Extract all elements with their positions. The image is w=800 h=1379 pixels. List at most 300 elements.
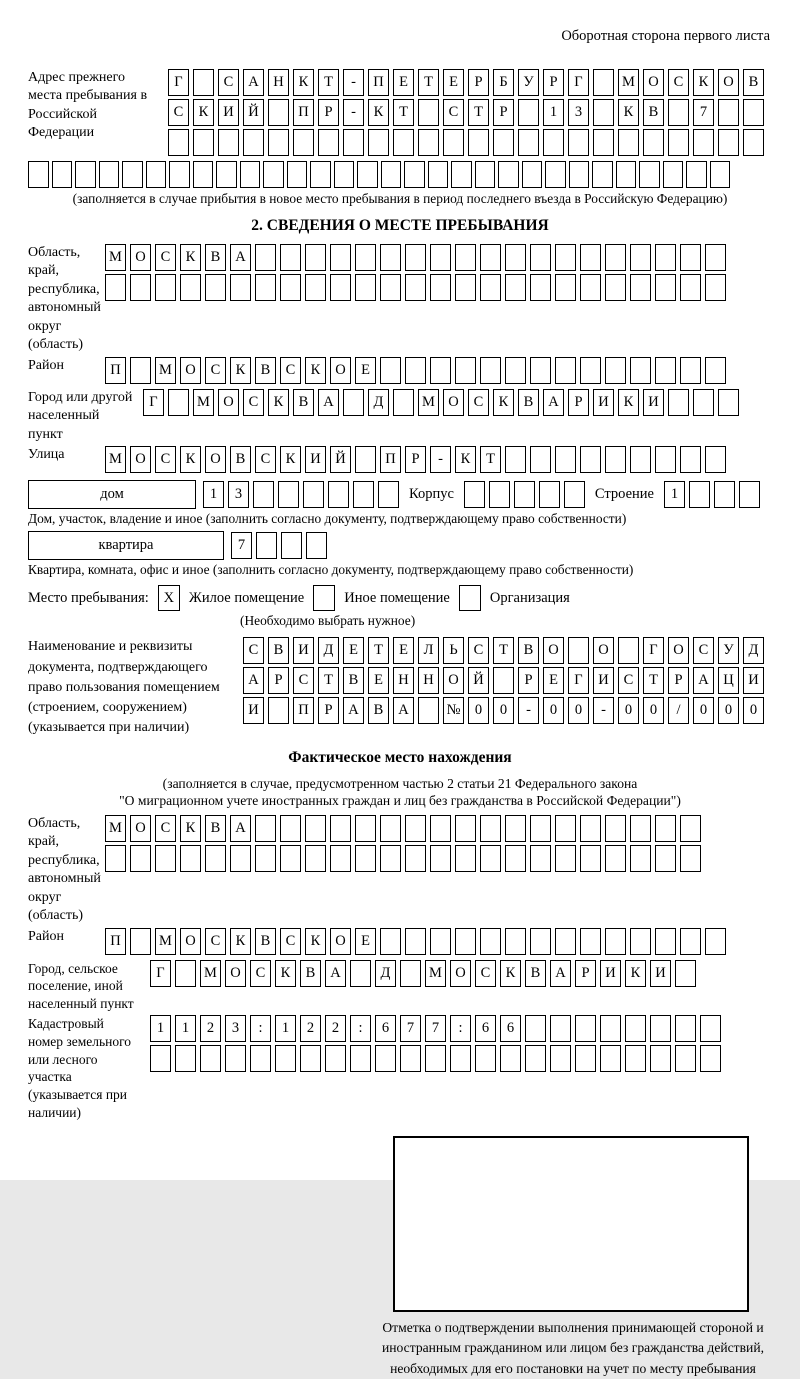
char-box[interactable] (600, 1045, 621, 1072)
char-box[interactable]: В (643, 99, 664, 126)
char-box[interactable] (580, 815, 601, 842)
char-box[interactable]: О (205, 446, 226, 473)
char-box[interactable] (330, 815, 351, 842)
char-box[interactable] (130, 845, 151, 872)
char-box[interactable] (580, 244, 601, 271)
char-box[interactable] (393, 129, 414, 156)
char-box[interactable] (650, 1045, 671, 1072)
char-box[interactable] (545, 161, 566, 188)
char-box[interactable]: 2 (300, 1015, 321, 1042)
char-box[interactable] (306, 532, 327, 559)
char-box[interactable] (539, 481, 560, 508)
char-box[interactable] (255, 845, 276, 872)
char-box[interactable]: У (718, 637, 739, 664)
char-box[interactable] (180, 845, 201, 872)
char-box[interactable]: К (193, 99, 214, 126)
char-box[interactable]: К (368, 99, 389, 126)
char-box[interactable]: А (318, 389, 339, 416)
char-box[interactable]: К (305, 928, 326, 955)
char-box[interactable]: П (380, 446, 401, 473)
char-box[interactable]: К (625, 960, 646, 987)
char-box[interactable]: - (343, 99, 364, 126)
char-box[interactable]: Л (418, 637, 439, 664)
char-box[interactable] (305, 244, 326, 271)
char-box[interactable]: 1 (543, 99, 564, 126)
char-box[interactable]: Г (568, 69, 589, 96)
char-box[interactable] (514, 481, 535, 508)
char-box[interactable]: Е (543, 667, 564, 694)
char-box[interactable] (240, 161, 261, 188)
char-box[interactable]: К (230, 928, 251, 955)
char-box[interactable] (493, 129, 514, 156)
char-box[interactable]: 7 (400, 1015, 421, 1042)
char-box[interactable]: И (600, 960, 621, 987)
char-box[interactable] (700, 1015, 721, 1042)
char-box[interactable] (475, 161, 496, 188)
char-box[interactable] (480, 244, 501, 271)
char-box[interactable]: К (618, 99, 639, 126)
char-box[interactable]: - (343, 69, 364, 96)
char-box[interactable] (378, 481, 399, 508)
char-box[interactable] (193, 69, 214, 96)
char-box[interactable]: О (543, 637, 564, 664)
char-box[interactable]: 1 (275, 1015, 296, 1042)
char-box[interactable] (530, 845, 551, 872)
char-box[interactable]: 3 (225, 1015, 246, 1042)
char-box[interactable]: М (193, 389, 214, 416)
char-box[interactable] (428, 161, 449, 188)
char-box[interactable] (655, 845, 676, 872)
char-box[interactable]: М (618, 69, 639, 96)
char-box[interactable] (489, 481, 510, 508)
char-box[interactable] (668, 389, 689, 416)
char-box[interactable] (743, 129, 764, 156)
char-box[interactable] (418, 129, 439, 156)
char-box[interactable]: А (243, 667, 264, 694)
char-box[interactable] (105, 845, 126, 872)
char-box[interactable] (668, 99, 689, 126)
char-box[interactable]: О (180, 357, 201, 384)
char-box[interactable] (505, 357, 526, 384)
char-box[interactable]: С (155, 446, 176, 473)
char-box[interactable]: К (180, 815, 201, 842)
char-box[interactable] (643, 129, 664, 156)
char-box[interactable] (525, 1045, 546, 1072)
char-box[interactable] (580, 274, 601, 301)
char-box[interactable] (180, 274, 201, 301)
char-box[interactable]: 0 (693, 697, 714, 724)
char-box[interactable] (230, 845, 251, 872)
char-box[interactable]: К (500, 960, 521, 987)
char-box[interactable] (175, 1045, 196, 1072)
char-box[interactable] (328, 481, 349, 508)
char-box[interactable] (630, 928, 651, 955)
char-box[interactable] (155, 274, 176, 301)
char-box[interactable]: Р (468, 69, 489, 96)
char-box[interactable] (405, 928, 426, 955)
char-box[interactable]: С (468, 389, 489, 416)
char-box[interactable] (205, 274, 226, 301)
char-box[interactable] (353, 481, 374, 508)
char-box[interactable] (175, 960, 196, 987)
char-box[interactable] (630, 446, 651, 473)
char-box[interactable]: И (593, 389, 614, 416)
char-box[interactable] (543, 129, 564, 156)
char-box[interactable]: И (593, 667, 614, 694)
char-box[interactable] (455, 928, 476, 955)
char-box[interactable]: С (250, 960, 271, 987)
char-box[interactable] (280, 244, 301, 271)
char-box[interactable] (655, 274, 676, 301)
char-box[interactable] (480, 845, 501, 872)
char-box[interactable] (568, 637, 589, 664)
char-box[interactable] (705, 244, 726, 271)
char-box[interactable] (605, 446, 626, 473)
char-box[interactable]: Р (668, 667, 689, 694)
char-box[interactable] (330, 845, 351, 872)
char-box[interactable]: И (743, 667, 764, 694)
char-box[interactable] (318, 129, 339, 156)
char-box[interactable] (630, 845, 651, 872)
char-box[interactable] (375, 1045, 396, 1072)
char-box[interactable]: Р (268, 667, 289, 694)
char-box[interactable] (705, 446, 726, 473)
char-box[interactable] (580, 928, 601, 955)
char-box[interactable] (530, 244, 551, 271)
checkbox-organizatsiya[interactable] (459, 585, 481, 611)
char-box[interactable]: 6 (475, 1015, 496, 1042)
char-box[interactable]: 0 (618, 697, 639, 724)
char-box[interactable] (655, 244, 676, 271)
char-box[interactable] (155, 845, 176, 872)
char-box[interactable] (718, 99, 739, 126)
char-box[interactable] (355, 244, 376, 271)
char-box[interactable]: Е (355, 928, 376, 955)
char-box[interactable]: К (305, 357, 326, 384)
char-box[interactable] (146, 161, 167, 188)
char-box[interactable]: Е (343, 637, 364, 664)
char-box[interactable]: - (430, 446, 451, 473)
char-box[interactable] (393, 389, 414, 416)
char-box[interactable] (268, 129, 289, 156)
char-box[interactable]: Н (393, 667, 414, 694)
char-box[interactable]: Г (568, 667, 589, 694)
char-box[interactable] (593, 99, 614, 126)
char-box[interactable] (280, 815, 301, 842)
char-box[interactable] (253, 481, 274, 508)
char-box[interactable]: - (593, 697, 614, 724)
char-box[interactable] (705, 274, 726, 301)
char-box[interactable]: А (230, 244, 251, 271)
char-box[interactable] (268, 99, 289, 126)
char-box[interactable] (593, 69, 614, 96)
char-box[interactable] (689, 481, 710, 508)
char-box[interactable]: О (450, 960, 471, 987)
char-box[interactable] (705, 357, 726, 384)
char-box[interactable] (380, 244, 401, 271)
char-box[interactable] (268, 697, 289, 724)
char-box[interactable] (218, 129, 239, 156)
char-box[interactable]: 2 (325, 1015, 346, 1042)
char-box[interactable]: М (418, 389, 439, 416)
char-box[interactable] (430, 815, 451, 842)
char-box[interactable]: М (105, 446, 126, 473)
char-box[interactable] (605, 928, 626, 955)
char-box[interactable] (451, 161, 472, 188)
char-box[interactable] (675, 1015, 696, 1042)
char-box[interactable]: Д (318, 637, 339, 664)
char-box[interactable] (580, 845, 601, 872)
char-box[interactable]: С (668, 69, 689, 96)
char-box[interactable] (498, 161, 519, 188)
char-box[interactable]: М (425, 960, 446, 987)
char-box[interactable]: : (350, 1015, 371, 1042)
char-box[interactable] (655, 815, 676, 842)
char-box[interactable]: В (255, 928, 276, 955)
char-box[interactable] (122, 161, 143, 188)
char-box[interactable]: 0 (493, 697, 514, 724)
char-box[interactable]: К (230, 357, 251, 384)
char-box[interactable] (305, 845, 326, 872)
char-box[interactable]: В (743, 69, 764, 96)
char-box[interactable]: С (243, 637, 264, 664)
char-box[interactable]: Н (268, 69, 289, 96)
char-box[interactable] (193, 161, 214, 188)
char-box[interactable]: В (300, 960, 321, 987)
char-box[interactable]: Д (368, 389, 389, 416)
char-box[interactable]: О (225, 960, 246, 987)
char-box[interactable]: П (105, 928, 126, 955)
char-box[interactable] (568, 129, 589, 156)
char-box[interactable] (405, 274, 426, 301)
char-box[interactable] (655, 446, 676, 473)
char-box[interactable] (255, 244, 276, 271)
char-box[interactable]: Е (393, 637, 414, 664)
char-box[interactable] (255, 274, 276, 301)
char-box[interactable]: В (268, 637, 289, 664)
char-box[interactable]: Т (393, 99, 414, 126)
char-box[interactable] (625, 1045, 646, 1072)
char-box[interactable]: С (280, 357, 301, 384)
char-box[interactable] (680, 845, 701, 872)
char-box[interactable] (343, 389, 364, 416)
char-box[interactable] (575, 1045, 596, 1072)
char-box[interactable]: Р (575, 960, 596, 987)
char-box[interactable] (530, 928, 551, 955)
char-box[interactable]: 6 (375, 1015, 396, 1042)
char-box[interactable] (605, 357, 626, 384)
char-box[interactable] (580, 446, 601, 473)
char-box[interactable]: 1 (203, 481, 224, 508)
char-box[interactable] (505, 928, 526, 955)
char-box[interactable]: Р (405, 446, 426, 473)
char-box[interactable] (680, 357, 701, 384)
char-box[interactable]: 0 (468, 697, 489, 724)
char-box[interactable] (455, 815, 476, 842)
char-box[interactable] (700, 1045, 721, 1072)
char-box[interactable]: Е (368, 667, 389, 694)
char-box[interactable]: Ц (718, 667, 739, 694)
char-box[interactable]: В (230, 446, 251, 473)
char-box[interactable] (555, 845, 576, 872)
char-box[interactable] (350, 1045, 371, 1072)
char-box[interactable]: Т (468, 99, 489, 126)
char-box[interactable] (380, 357, 401, 384)
char-box[interactable] (705, 928, 726, 955)
char-box[interactable] (668, 129, 689, 156)
char-box[interactable] (718, 129, 739, 156)
char-box[interactable] (168, 389, 189, 416)
char-box[interactable] (430, 928, 451, 955)
char-box[interactable] (380, 845, 401, 872)
char-box[interactable]: : (250, 1015, 271, 1042)
char-box[interactable] (28, 161, 49, 188)
char-box[interactable] (305, 274, 326, 301)
char-box[interactable]: К (180, 244, 201, 271)
char-box[interactable]: 3 (568, 99, 589, 126)
char-box[interactable] (580, 357, 601, 384)
char-box[interactable]: М (200, 960, 221, 987)
char-box[interactable] (280, 845, 301, 872)
checkbox-inoe-pomeshchenie[interactable] (313, 585, 335, 611)
char-box[interactable]: 0 (743, 697, 764, 724)
char-box[interactable] (275, 1045, 296, 1072)
char-box[interactable] (630, 244, 651, 271)
char-box[interactable] (455, 274, 476, 301)
char-box[interactable] (518, 99, 539, 126)
char-box[interactable] (480, 928, 501, 955)
char-box[interactable]: 7 (425, 1015, 446, 1042)
char-box[interactable]: 0 (643, 697, 664, 724)
char-box[interactable] (455, 357, 476, 384)
char-box[interactable] (480, 274, 501, 301)
char-box[interactable] (555, 244, 576, 271)
char-box[interactable] (680, 274, 701, 301)
char-box[interactable] (330, 244, 351, 271)
char-box[interactable] (655, 357, 676, 384)
char-box[interactable]: О (330, 928, 351, 955)
char-box[interactable]: Й (330, 446, 351, 473)
char-box[interactable] (380, 815, 401, 842)
char-box[interactable]: О (668, 637, 689, 664)
char-box[interactable] (475, 1045, 496, 1072)
char-box[interactable]: В (518, 389, 539, 416)
char-box[interactable] (530, 274, 551, 301)
char-box[interactable] (675, 1045, 696, 1072)
char-box[interactable] (686, 161, 707, 188)
char-box[interactable]: 0 (568, 697, 589, 724)
char-box[interactable]: И (218, 99, 239, 126)
char-box[interactable]: О (218, 389, 239, 416)
checkbox-zhiloe-pomeshchenie[interactable]: X (158, 585, 180, 611)
char-box[interactable]: 1 (664, 481, 685, 508)
char-box[interactable]: С (693, 637, 714, 664)
char-box[interactable]: А (343, 697, 364, 724)
char-box[interactable]: К (693, 69, 714, 96)
char-box[interactable] (605, 244, 626, 271)
char-box[interactable]: М (155, 928, 176, 955)
char-box[interactable]: П (105, 357, 126, 384)
char-box[interactable]: А (543, 389, 564, 416)
char-box[interactable]: К (618, 389, 639, 416)
char-box[interactable]: М (105, 815, 126, 842)
char-box[interactable] (480, 357, 501, 384)
char-box[interactable] (230, 274, 251, 301)
char-box[interactable]: С (618, 667, 639, 694)
char-box[interactable]: С (205, 357, 226, 384)
char-box[interactable] (600, 1015, 621, 1042)
char-box[interactable]: Н (418, 667, 439, 694)
char-box[interactable]: С (468, 637, 489, 664)
char-box[interactable] (630, 357, 651, 384)
char-box[interactable] (443, 129, 464, 156)
char-box[interactable]: 1 (175, 1015, 196, 1042)
char-box[interactable] (430, 244, 451, 271)
char-box[interactable]: № (443, 697, 464, 724)
char-box[interactable] (593, 129, 614, 156)
char-box[interactable] (710, 161, 731, 188)
char-box[interactable] (618, 637, 639, 664)
char-box[interactable] (575, 1015, 596, 1042)
char-box[interactable]: М (155, 357, 176, 384)
char-box[interactable]: Т (318, 667, 339, 694)
char-box[interactable] (564, 481, 585, 508)
char-box[interactable]: С (443, 99, 464, 126)
char-box[interactable]: У (518, 69, 539, 96)
char-box[interactable] (530, 357, 551, 384)
char-box[interactable] (455, 845, 476, 872)
char-box[interactable]: Д (743, 637, 764, 664)
char-box[interactable] (405, 815, 426, 842)
char-box[interactable] (650, 1015, 671, 1042)
char-box[interactable] (300, 1045, 321, 1072)
char-box[interactable] (680, 446, 701, 473)
char-box[interactable] (605, 815, 626, 842)
char-box[interactable]: С (205, 928, 226, 955)
char-box[interactable] (130, 928, 151, 955)
char-box[interactable]: Г (168, 69, 189, 96)
char-box[interactable] (530, 815, 551, 842)
char-box[interactable] (355, 446, 376, 473)
char-box[interactable]: А (550, 960, 571, 987)
char-box[interactable] (357, 161, 378, 188)
char-box[interactable]: Т (318, 69, 339, 96)
char-box[interactable]: Р (493, 99, 514, 126)
char-box[interactable] (75, 161, 96, 188)
char-box[interactable] (405, 244, 426, 271)
char-box[interactable] (280, 274, 301, 301)
char-box[interactable] (169, 161, 190, 188)
char-box[interactable]: В (205, 815, 226, 842)
char-box[interactable]: К (455, 446, 476, 473)
char-box[interactable]: В (518, 637, 539, 664)
char-box[interactable]: О (643, 69, 664, 96)
char-box[interactable] (200, 1045, 221, 1072)
char-box[interactable]: / (668, 697, 689, 724)
char-box[interactable]: Е (443, 69, 464, 96)
char-box[interactable] (381, 161, 402, 188)
char-box[interactable] (680, 928, 701, 955)
char-box[interactable]: 7 (231, 532, 252, 559)
char-box[interactable]: К (268, 389, 289, 416)
char-box[interactable]: О (330, 357, 351, 384)
char-box[interactable]: - (518, 697, 539, 724)
char-box[interactable] (405, 845, 426, 872)
char-box[interactable]: В (293, 389, 314, 416)
char-box[interactable] (225, 1045, 246, 1072)
char-box[interactable] (400, 960, 421, 987)
char-box[interactable]: О (130, 244, 151, 271)
